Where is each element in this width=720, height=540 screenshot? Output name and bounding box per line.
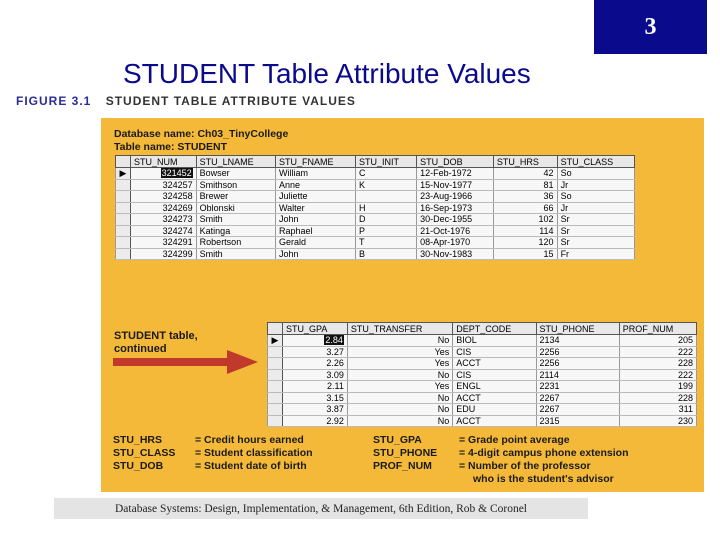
table-row[interactable] <box>268 369 697 381</box>
legend-entry <box>113 434 313 447</box>
student-table-continued <box>267 322 697 427</box>
table-cell[interactable]: Smith <box>196 214 275 226</box>
legend-description: = Student date of birth <box>195 460 307 472</box>
table-row[interactable] <box>268 381 697 393</box>
column-header[interactable]: STU_PHONE <box>536 323 619 335</box>
figure-caption <box>16 94 356 108</box>
table-cell[interactable]: No <box>347 335 452 347</box>
table-cell[interactable]: Yes <box>347 381 452 393</box>
table-row[interactable] <box>116 179 635 191</box>
table-cell[interactable]: 230 <box>619 415 696 427</box>
table-row[interactable] <box>268 392 697 404</box>
table-cell[interactable]: 324273 <box>131 214 197 226</box>
table-cell[interactable]: 15 <box>493 248 557 260</box>
table-row[interactable] <box>116 248 635 260</box>
table-row[interactable] <box>116 202 635 214</box>
legend-entry <box>113 460 313 473</box>
column-header[interactable]: STU_TRANSFER <box>347 323 452 335</box>
table-cell[interactable]: D <box>355 214 416 226</box>
table-cell[interactable]: CIS <box>453 369 536 381</box>
row-selector-header <box>268 323 283 335</box>
table-cell[interactable]: 81 <box>493 179 557 191</box>
table-cell[interactable]: 324269 <box>131 202 197 214</box>
continued-label-line2: continued <box>114 343 167 355</box>
table-cell[interactable]: 2256 <box>536 358 619 370</box>
legend-key: PROF_NUM <box>373 460 432 472</box>
database-name: Database name: Ch03_TinyCollege <box>114 128 289 140</box>
column-header[interactable]: STU_INIT <box>355 156 416 168</box>
table-row[interactable] <box>268 335 697 347</box>
figure-number: FIGURE 3.1 <box>16 94 92 108</box>
table-cell[interactable]: ACCT <box>453 358 536 370</box>
column-header[interactable]: STU_FNAME <box>275 156 355 168</box>
table-cell[interactable]: So <box>557 168 634 180</box>
table-cell[interactable]: 30-Nov-1983 <box>417 248 494 260</box>
selected-cell-value: 2.84 <box>325 335 343 346</box>
table-cell[interactable]: 08-Apr-1970 <box>417 237 494 249</box>
slide-number: 3 <box>644 13 657 40</box>
arrow-right-icon <box>113 350 258 374</box>
legend-key: STU_PHONE <box>373 447 438 459</box>
legend-key: STU_GPA <box>373 434 422 446</box>
legend-description: = Credit hours earned <box>195 434 304 446</box>
current-record-icon[interactable]: ▶ <box>268 335 283 347</box>
table-cell[interactable]: No <box>347 369 452 381</box>
table-cell[interactable]: 15-Nov-1977 <box>417 179 494 191</box>
table-cell[interactable]: Smithson <box>196 179 275 191</box>
table-cell[interactable] <box>355 191 416 203</box>
table-cell[interactable]: Juliette <box>275 191 355 203</box>
table-row[interactable] <box>116 214 635 226</box>
table-cell[interactable]: Brewer <box>196 191 275 203</box>
table-cell[interactable]: 102 <box>493 214 557 226</box>
row-selector[interactable] <box>268 415 283 427</box>
table-row[interactable] <box>268 358 697 370</box>
row-selector[interactable] <box>268 369 283 381</box>
row-selector[interactable] <box>116 202 131 214</box>
legend-description: = 4-digit campus phone extension <box>459 447 629 459</box>
slide-title: STUDENT Table Attribute Values <box>123 58 531 89</box>
continued-label-line1: STUDENT table, <box>114 330 198 342</box>
column-header[interactable]: PROF_NUM <box>619 323 696 335</box>
table-cell[interactable]: H <box>355 202 416 214</box>
table-cell[interactable]: ACCT <box>453 415 536 427</box>
table-cell[interactable]: 324291 <box>131 237 197 249</box>
table-cell[interactable]: C <box>355 168 416 180</box>
table-cell[interactable]: Robertson <box>196 237 275 249</box>
table-cell[interactable]: Sr <box>557 237 634 249</box>
table-header-row <box>116 156 635 168</box>
table-cell[interactable]: 222 <box>619 346 696 358</box>
table-name: Table name: STUDENT <box>114 141 227 153</box>
table-cell[interactable]: 30-Dec-1955 <box>417 214 494 226</box>
table-row[interactable] <box>268 404 697 416</box>
row-selector[interactable] <box>268 358 283 370</box>
legend-key: STU_HRS <box>113 434 163 446</box>
table-cell[interactable]: Jr <box>557 202 634 214</box>
column-header[interactable]: STU_NUM <box>131 156 197 168</box>
current-record-icon[interactable]: ▶ <box>116 168 131 180</box>
table-cell[interactable]: No <box>347 404 452 416</box>
row-selector-header <box>116 156 131 168</box>
table-cell[interactable]: B <box>355 248 416 260</box>
table-cell[interactable]: 2267 <box>536 392 619 404</box>
row-selector[interactable] <box>116 237 131 249</box>
db-info <box>114 128 288 154</box>
table-cell[interactable]: T <box>355 237 416 249</box>
table-cell[interactable]: 2267 <box>536 404 619 416</box>
legend-description: who is the student's advisor <box>473 473 614 485</box>
legend-description: = Student classification <box>195 447 313 459</box>
table-cell[interactable]: 3.15 <box>283 392 348 404</box>
table-cell[interactable]: CIS <box>453 346 536 358</box>
figure-caption-text: STUDENT TABLE ATTRIBUTE VALUES <box>105 94 356 108</box>
table-cell[interactable]: 23-Aug-1966 <box>417 191 494 203</box>
table-cell[interactable]: John <box>275 214 355 226</box>
table-cell[interactable]: 3.09 <box>283 369 348 381</box>
row-selector[interactable] <box>268 346 283 358</box>
table-cell[interactable] <box>283 335 348 347</box>
table-cell[interactable]: 324299 <box>131 248 197 260</box>
table-cell[interactable]: 42 <box>493 168 557 180</box>
column-header[interactable]: STU_CLASS <box>557 156 634 168</box>
row-selector[interactable] <box>116 214 131 226</box>
table-cell[interactable]: 2.11 <box>283 381 348 393</box>
table-cell[interactable]: 228 <box>619 358 696 370</box>
legend-left <box>113 434 313 473</box>
table-cell[interactable]: 2.26 <box>283 358 348 370</box>
table-cell[interactable] <box>131 168 197 180</box>
table-cell[interactable]: Sr <box>557 225 634 237</box>
legend-right <box>373 434 629 486</box>
table-cell[interactable]: 324274 <box>131 225 197 237</box>
table-cell[interactable]: 228 <box>619 392 696 404</box>
row-selector[interactable] <box>116 179 131 191</box>
table-cell[interactable]: Fr <box>557 248 634 260</box>
table-cell[interactable]: 324257 <box>131 179 197 191</box>
table-cell[interactable]: 12-Feb-1972 <box>417 168 494 180</box>
table-cell[interactable]: 199 <box>619 381 696 393</box>
table-cell[interactable]: 2231 <box>536 381 619 393</box>
column-header[interactable]: DEPT_CODE <box>453 323 536 335</box>
table-cell[interactable]: ENGL <box>453 381 536 393</box>
table-cell[interactable]: 120 <box>493 237 557 249</box>
table-cell[interactable]: William <box>275 168 355 180</box>
table-cell[interactable]: 2256 <box>536 346 619 358</box>
table-row[interactable] <box>116 168 635 180</box>
table-cell[interactable]: 114 <box>493 225 557 237</box>
table-cell[interactable]: Yes <box>347 346 452 358</box>
selected-cell-value: 321452 <box>161 168 192 179</box>
legend-entry <box>373 460 629 473</box>
row-selector[interactable] <box>268 381 283 393</box>
column-header[interactable]: STU_HRS <box>493 156 557 168</box>
row-selector[interactable] <box>116 191 131 203</box>
row-selector[interactable] <box>268 392 283 404</box>
table-cell[interactable]: Anne <box>275 179 355 191</box>
table-cell[interactable]: BIOL <box>453 335 536 347</box>
table-cell[interactable]: Yes <box>347 358 452 370</box>
table-cell[interactable]: Katinga <box>196 225 275 237</box>
table-cell[interactable]: 324258 <box>131 191 197 203</box>
table-cell[interactable]: 66 <box>493 202 557 214</box>
table-cell[interactable]: ACCT <box>453 392 536 404</box>
row-selector[interactable] <box>116 225 131 237</box>
table-row[interactable] <box>268 346 697 358</box>
table-cell[interactable]: Smith <box>196 248 275 260</box>
table-cell[interactable]: 205 <box>619 335 696 347</box>
slide-number-badge <box>594 0 707 54</box>
table-cell[interactable]: Oblonski <box>196 202 275 214</box>
table-cell[interactable]: K <box>355 179 416 191</box>
table-cell[interactable]: Walter <box>275 202 355 214</box>
table-cell[interactable]: 2315 <box>536 415 619 427</box>
table-cell[interactable]: 21-Oct-1976 <box>417 225 494 237</box>
column-header[interactable]: STU_GPA <box>283 323 348 335</box>
table-row[interactable] <box>116 225 635 237</box>
legend-description: = Grade point average <box>459 434 570 446</box>
table-header-row <box>268 323 697 335</box>
table-row[interactable] <box>268 415 697 427</box>
table-cell[interactable]: 2134 <box>536 335 619 347</box>
legend-key: STU_CLASS <box>113 447 176 459</box>
table-cell[interactable]: John <box>275 248 355 260</box>
legend-entry <box>373 473 629 486</box>
column-header[interactable]: STU_DOB <box>417 156 494 168</box>
table-cell[interactable]: 2114 <box>536 369 619 381</box>
table-cell[interactable]: 222 <box>619 369 696 381</box>
row-selector[interactable] <box>268 404 283 416</box>
table-cell[interactable]: 2.92 <box>283 415 348 427</box>
table-cell[interactable]: 3.87 <box>283 404 348 416</box>
table-row[interactable] <box>116 191 635 203</box>
table-cell[interactable]: No <box>347 392 452 404</box>
table-cell[interactable]: 3.27 <box>283 346 348 358</box>
table-row[interactable] <box>116 237 635 249</box>
table-cell[interactable]: 311 <box>619 404 696 416</box>
footer-citation: Database Systems: Design, Implementation, & Management, 6th Edition, Rob & Coronel <box>54 498 588 519</box>
legend-entry <box>373 434 629 447</box>
table-cell[interactable]: Jr <box>557 179 634 191</box>
legend-key: STU_DOB <box>113 460 164 472</box>
legend-entry <box>113 447 313 460</box>
table-cell[interactable]: Sr <box>557 214 634 226</box>
column-header[interactable]: STU_LNAME <box>196 156 275 168</box>
table-cell[interactable]: Gerald <box>275 237 355 249</box>
table-cell[interactable]: No <box>347 415 452 427</box>
table-cell[interactable]: Bowser <box>196 168 275 180</box>
figure-panel <box>101 118 704 492</box>
row-selector[interactable] <box>116 248 131 260</box>
student-table <box>115 155 635 260</box>
legend-key <box>373 473 459 486</box>
legend-entry <box>373 447 629 460</box>
legend-description: = Number of the professor <box>459 460 591 472</box>
table-cell[interactable]: So <box>557 191 634 203</box>
table-cell[interactable]: 36 <box>493 191 557 203</box>
table-cell[interactable]: 16-Sep-1973 <box>417 202 494 214</box>
table-cell[interactable]: Raphael <box>275 225 355 237</box>
table-cell[interactable]: P <box>355 225 416 237</box>
table-cell[interactable]: EDU <box>453 404 536 416</box>
